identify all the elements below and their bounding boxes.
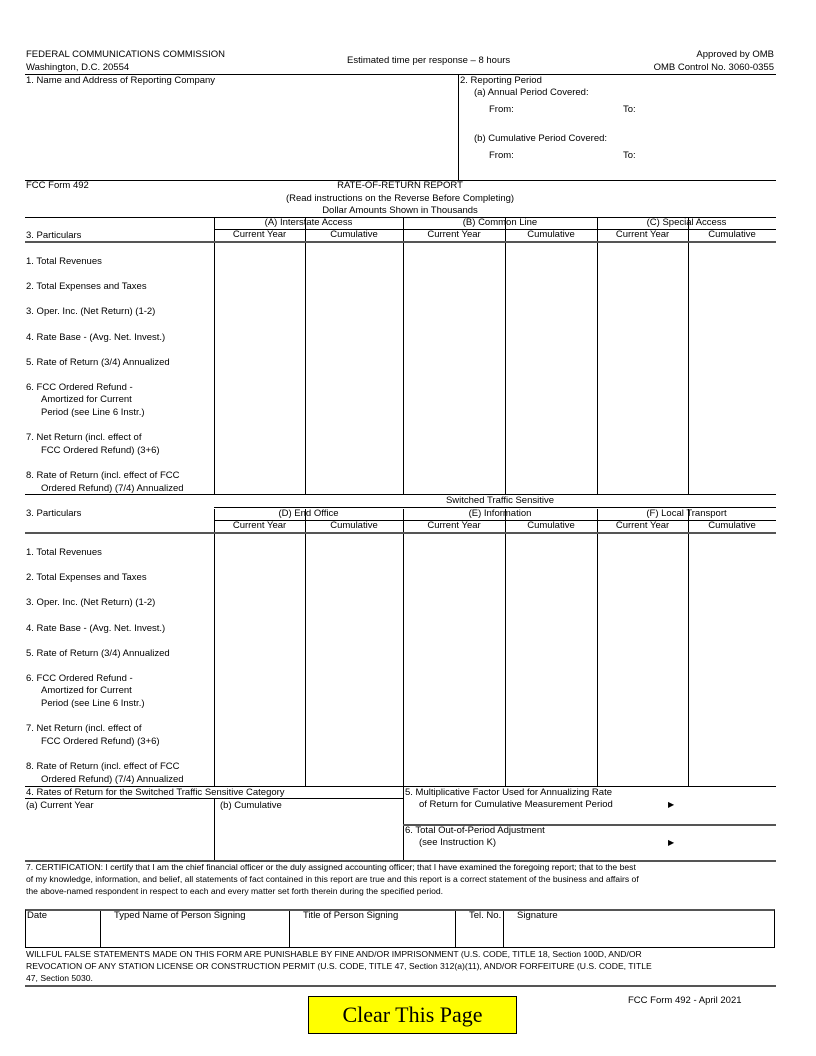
amount-field[interactable] [690,468,774,495]
amount-field[interactable] [216,380,303,420]
amount-field[interactable] [405,304,503,319]
column-header-current-year: Current Year [232,229,287,240]
amount-field[interactable] [307,721,401,748]
amount-field[interactable] [307,304,401,319]
amount-field[interactable] [599,646,686,661]
amount-field[interactable] [307,545,401,560]
row-label: Ordered Refund) (7/4) Annualized [41,483,184,494]
out-of-period-adjustment-field[interactable] [685,835,773,849]
row-label: 7. Net Return (incl. effect of [26,432,142,443]
row-label: Ordered Refund) (7/4) Annualized [41,773,184,785]
estimated-time: Estimated time per response – 8 hours [347,55,511,66]
amount-field[interactable] [307,570,401,585]
amount-field[interactable] [216,330,303,345]
signature-field-label: Tel. No. [469,910,502,921]
row-label: Amortized for Current [41,394,132,405]
amount-field[interactable] [405,330,503,345]
amount-field[interactable] [307,671,401,711]
form-version: FCC Form 492 - April 2021 [628,995,742,1006]
amount-field[interactable] [599,355,686,370]
annual-to-label: To: [623,104,636,115]
divider [688,218,689,494]
amount-field[interactable] [690,759,774,786]
cumulative-period-label: (b) Cumulative Period Covered: [474,133,608,144]
divider [305,509,306,786]
row-label: Period (see Line 6 Instr.) [41,407,145,418]
amount-field[interactable] [507,468,595,495]
amount-field[interactable] [507,304,595,319]
row-label: FCC Ordered Refund) (3+6) [41,445,160,456]
amount-field[interactable] [690,304,774,319]
amount-field[interactable] [599,254,686,269]
amount-field[interactable] [405,355,503,370]
arrow-icon: ▶ [668,800,675,809]
amount-field[interactable] [690,330,774,345]
amount-field[interactable] [507,430,595,457]
amount-field[interactable] [599,671,686,711]
amount-field[interactable] [405,545,503,560]
amount-field[interactable] [690,595,774,610]
column-header-cumulative: Cumulative [330,229,378,240]
signature-field-label: Typed Name of Person Signing [114,910,246,921]
amount-field[interactable] [405,430,503,457]
cumulative-from-label: From: [489,150,514,161]
amount-field[interactable] [307,621,401,636]
amount-field[interactable] [307,330,401,345]
divider [25,985,776,987]
form-id: FCC Form 492 [26,180,89,191]
amount-field[interactable] [599,430,686,457]
divider [403,218,404,494]
section5-label: 5. Multiplicative Factor Used for Annualizing Rate [405,787,612,798]
signature-field-label: Title of Person Signing [303,910,399,921]
section4-cumulative-field[interactable] [216,812,401,858]
row-label: Amortized for Current [41,684,132,696]
amount-field[interactable] [599,759,686,786]
divider [403,509,404,786]
warning-line: WILLFUL FALSE STATEMENTS MADE ON THIS FORM ARE PUNISHABLE BY FINE AND/OR IMPRISONMENT (U.S. CODE, TITLE 18, Section 100D, AND/OR [26,949,642,959]
section6-label: 6. Total Out-of-Period Adjustment [405,825,545,836]
amount-field[interactable] [507,759,595,786]
section4-label: 4. Rates of Return for the Switched Traffic Sensitive Category [26,787,285,798]
amount-field[interactable] [690,279,774,294]
amount-field[interactable] [599,621,686,636]
multiplicative-factor-field[interactable] [685,797,773,811]
amount-field[interactable] [405,279,503,294]
amount-field[interactable] [690,646,774,661]
amount-field[interactable] [690,254,774,269]
amount-field[interactable] [599,330,686,345]
row-label: 4. Rate Base - (Avg. Net. Invest.) [26,332,166,343]
amount-field[interactable] [216,279,303,294]
certification-line: of my knowledge, information, and belief, all statements of fact contained in this report are true and this report is a correct statement of the business and affairs of [26,874,639,884]
amount-field[interactable] [507,279,595,294]
column-header-cumulative: Cumulative [527,229,575,240]
column-header-current-year: Current Year [615,520,670,531]
amount-field[interactable] [690,621,774,636]
signature-box [25,909,775,948]
amount-field[interactable] [690,380,774,420]
amount-field[interactable] [307,254,401,269]
amount-field[interactable] [216,430,303,457]
row-label: 4. Rate Base - (Avg. Net. Invest.) [26,622,166,634]
divider [25,532,776,534]
row-label: 6. FCC Ordered Refund - [26,672,133,684]
divider [214,509,215,786]
annual-to-field[interactable] [640,102,770,115]
certification-line: 7. CERTIFICATION: I certify that I am the chief financial officer or the duly assigned accounting officer; that I have examined the foregoing report; that to the best [26,862,636,872]
amount-field[interactable] [405,671,503,711]
amount-field[interactable] [690,545,774,560]
warning-line: REVOCATION OF ANY STATION LICENSE OR CONSTRUCTION PERMIT (U.S. CODE, TITLE 47, Section 312(a)(11), AND/OR FORFEITURE (U.S. CODE, TITLE [26,961,652,971]
switched-traffic-sensitive-header: Switched Traffic Sensitive [445,495,555,506]
column-header-current-year: Current Year [427,520,481,531]
row-label: 8. Rate of Return (incl. effect of FCC [26,470,180,481]
amount-field[interactable] [307,759,401,786]
report-title: RATE-OF-RETURN REPORT [337,180,463,191]
arrow-icon: ▶ [668,838,675,847]
amount-field[interactable] [216,254,303,269]
divider [458,74,459,180]
column-header-current-year: Current Year [232,520,287,531]
amount-field[interactable] [507,671,595,711]
company-name-label: 1. Name and Address of Reporting Company [26,75,216,86]
section6-label-2: (see Instruction K) [419,837,497,848]
amount-field[interactable] [507,595,595,610]
amount-field[interactable] [507,380,595,420]
omb-control-number: OMB Control No. 3060-0355 [653,62,774,73]
amount-field[interactable] [507,570,595,585]
amount-field[interactable] [599,721,686,748]
row-label: 8. Rate of Return (incl. effect of FCC [26,760,180,772]
amount-field[interactable] [690,355,774,370]
divider [214,218,215,494]
divider [305,218,306,494]
annual-from-label: From: [489,104,514,115]
section4-current-label: (a) Current Year [26,800,94,811]
column-group-header: (C) Special Access [646,217,727,228]
certification-line: the above-named respondent in respect to each and every matter set forth therein during the specified period. [26,886,444,896]
amount-field[interactable] [599,380,686,420]
amount-field[interactable] [216,304,303,319]
amount-field[interactable] [405,570,503,585]
amount-field[interactable] [307,646,401,661]
divider [214,229,776,230]
row-label: 5. Rate of Return (3/4) Annualized [26,357,170,368]
amount-field[interactable] [216,595,303,610]
row-label: 2. Total Expenses and Taxes [26,571,147,583]
agency-name: FEDERAL COMMUNICATIONS COMMISSION [26,49,225,60]
reporting-period-label: 2. Reporting Period [460,75,542,86]
amount-field[interactable] [216,621,303,636]
amount-field[interactable] [216,646,303,661]
amount-field[interactable] [690,430,774,457]
row-label: 5. Rate of Return (3/4) Annualized [26,647,170,659]
amount-field[interactable] [405,721,503,748]
cumulative-from-field[interactable] [520,148,615,161]
column-header-cumulative: Cumulative [708,229,756,240]
report-subtitle: (Read instructions on the Reverse Before Completing) [285,193,515,204]
column-header-cumulative: Cumulative [708,520,756,531]
section5-label-2: of Return for Cumulative Measurement Period [419,799,613,810]
cumulative-to-field[interactable] [640,148,770,161]
row-label: 2. Total Expenses and Taxes [26,281,147,292]
amount-field[interactable] [307,430,401,457]
amount-field[interactable] [405,646,503,661]
amount-field[interactable] [690,671,774,711]
amount-field[interactable] [507,254,595,269]
divider [214,520,776,521]
amount-field[interactable] [216,570,303,585]
units-note: Dollar Amounts Shown in Thousands [322,205,478,216]
warning-line: 47, Section 5030. [26,973,93,983]
divider [505,509,506,786]
row-label: FCC Ordered Refund) (3+6) [41,735,160,747]
amount-field[interactable] [216,545,303,560]
amount-field[interactable] [507,621,595,636]
amount-field[interactable] [599,304,686,319]
annual-from-field[interactable] [520,102,615,115]
column-group-header: (B) Common Line [462,217,538,228]
amount-field[interactable] [690,570,774,585]
column-header-cumulative: Cumulative [527,520,575,531]
particulars-header: 3. Particulars [26,230,82,241]
amount-field[interactable] [307,279,401,294]
clear-page-button[interactable]: Clear This Page [308,996,517,1034]
amount-field[interactable] [599,570,686,585]
divider [688,509,689,786]
row-label: 6. FCC Ordered Refund - [26,382,133,393]
column-group-header: (F) Local Transport [646,508,727,519]
amount-field[interactable] [307,468,401,495]
amount-field[interactable] [507,545,595,560]
amount-field[interactable] [405,621,503,636]
amount-field[interactable] [405,595,503,610]
amount-field[interactable] [507,646,595,661]
signature-field-label: Date [27,910,48,921]
divider [25,241,776,243]
row-label: 3. Oper. Inc. (Net Return) (1-2) [26,306,156,317]
amount-field[interactable] [507,721,595,748]
row-label: 1. Total Revenues [26,546,102,558]
amount-field[interactable] [307,355,401,370]
column-group-header: (A) Interstate Access [264,217,353,228]
divider [403,786,404,860]
divider [214,798,215,860]
row-label: Period (see Line 6 Instr.) [41,697,145,709]
amount-field[interactable] [307,380,401,420]
amount-field[interactable] [216,721,303,748]
amount-field[interactable] [216,759,303,786]
amount-field[interactable] [405,254,503,269]
omb-approval: Approved by OMB [696,49,774,60]
amount-field[interactable] [307,595,401,610]
column-header-current-year: Current Year [615,229,670,240]
amount-field[interactable] [405,759,503,786]
signature-field-label: Signature [517,910,558,921]
amount-field[interactable] [599,279,686,294]
amount-field[interactable] [599,545,686,560]
amount-field[interactable] [599,468,686,495]
column-group-header: (D) End Office [278,508,339,519]
amount-field[interactable] [507,330,595,345]
divider [505,218,506,494]
row-label: 7. Net Return (incl. effect of [26,722,142,734]
amount-field[interactable] [216,355,303,370]
amount-field[interactable] [599,595,686,610]
amount-field[interactable] [405,468,503,495]
row-label: 3. Oper. Inc. (Net Return) (1-2) [26,596,156,608]
row-label: 1. Total Revenues [26,256,102,267]
annual-period-label: (a) Annual Period Covered: [474,87,589,98]
divider [597,509,598,786]
column-header-current-year: Current Year [427,229,481,240]
company-name-field[interactable] [25,88,455,176]
column-group-header: (E) Information [468,508,532,519]
particulars-header: 3. Particulars [26,508,82,519]
amount-field[interactable] [216,468,303,495]
column-header-cumulative: Cumulative [330,520,378,531]
amount-field[interactable] [507,355,595,370]
agency-address: Washington, D.C. 20554 [26,62,130,73]
amount-field[interactable] [216,671,303,711]
section4-cumulative-label: (b) Cumulative [220,800,282,811]
amount-field[interactable] [405,380,503,420]
divider [597,218,598,494]
cumulative-to-label: To: [623,150,636,161]
section4-current-field[interactable] [26,812,212,858]
amount-field[interactable] [690,721,774,748]
